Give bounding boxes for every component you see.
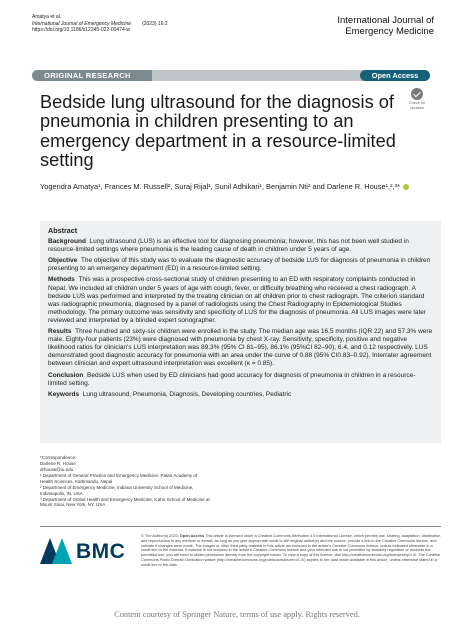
bmc-logo-icon: [40, 538, 74, 564]
abstract-heading: Abstract: [48, 226, 78, 235]
abstract-methods: Methods This was a prospective cross-sectional study of children presenting to an ED with respiratory complaints conducted in Nepal. We included all children under 5 years of age with cough, fever, or difficulty breathing who received a chest radiograph. A bedside LUS was performed and interpreted by the treating clinician on all children prior to chest radiograph. The criterion standard was radiographic pneumonia, diagnosed by a panel of radiologists using the Chest Radiography in Epidemiological Studies methodology. The primary outcome was sensitivity and specificity of LUS for the diagnosis of pneumonia. All LUS images were later reviewed and interpreted by a blinded expert sonographer.: [48, 276, 427, 324]
bmc-logo-text: BMC: [76, 540, 126, 563]
author-list: [40, 182, 440, 191]
running-header: [32, 14, 168, 34]
footnotes: [40, 455, 210, 508]
abstract-results: Results Three hundred and sixty-six children were enrolled in the study. The median age was 16.5 months (IQR 22) and 57.3% were male. Eighty-four patients (23%) were diagnosed with pneumonia by chest X-ray. Sensitivity, specificity, positive and negative likelihood ratios for clinician's LUS interpretation was 89.3% (95% CI 81–95), 86.1% (95%CI 82–90), 6.4, and 0.12 respectively. LUS demonstrated good diagnostic accuracy for pneumonia with an area under the curve of 0.88 (95% CI0.83–0.92). Interrater agreement between clinician and expert ultrasound interpretation was excellent (κ = 0.85).: [48, 328, 433, 368]
footer-divider: [40, 526, 441, 527]
abstract-conclusion: Conclusion Bedside LUS when used by ED clinicians had good accuracy for diagnosis of pneumonia in children in a resource-limited setting.: [48, 371, 416, 387]
header-doi[interactable]: https://doi.org/10.1186/s12245-022-00474-w: [32, 27, 131, 33]
license-body: This article is licensed under a Creative Commons Attribution 4.0 International License, which permits use, sharing, adaptation, distribution and reproduction in any medium or format, as long as you give appropriate credit to the original author(s) and the source, provide a link to the Creative Commons licence, and indicate if changes were made. The images or other third party material in this article are included in the article's Creative Commons licence, unless indicated otherwise in a credit line to the material. If material is not included in the article's Creative Commons licence and your intended use is not permitted by statutory regulation or exceeds the permitted use, you will need to obtain permission directly from the copyright holder. To view a copy of this licence, visit http://creativecommons.org/licenses/by/4.0/. The Creative Commons Public Domain Dedication waiver (http://creativecommons.org/publicdomain/zero/1.0/) applies to the data made available in this article, unless otherwise stated in a credit line to the data.: [141, 534, 441, 567]
license-open-access: Open Access: [179, 534, 205, 538]
footnote-affiliation-1: ¹ Department of General Practice and Emergency Medicine, Patan Academy of Health Sciences, Kathmandu, Nepal: [40, 473, 198, 484]
abstract-background: Background Lung ultrasound (LUS) is an effective tool for diagnosing pneumonia; however, this has not been well studied in resource-limited settings where pneumonia is the leading cause of death in children under 5 years of age.: [48, 238, 409, 254]
journal-name: [337, 15, 434, 37]
bmc-logo: [40, 538, 134, 564]
header-authors: Amatya et al.: [32, 14, 62, 20]
footnote-name: Darlene R. House: [40, 461, 76, 467]
abstract-objective: Objective The objective of this study was to evaluate the diagnostic accuracy of bedside LUS for diagnosis of pneumonia in children presenting to an emergency department (ED) in a resource-limited setting.: [48, 257, 431, 273]
courtesy-notice: Content courtesy of Springer Nature, terms of use apply. Rights reserved.: [114, 610, 360, 619]
article-type-label: ORIGINAL RESEARCH: [32, 70, 152, 81]
check-updates-icon: [411, 88, 423, 100]
orcid-icon[interactable]: [403, 184, 409, 190]
abstract-box: [40, 221, 441, 443]
footnote-affiliation-3: ³ Department of Global Health and Emergency Medicine, Icahn School of Medicine at Mount Sinai, New York, NY, USA: [40, 496, 210, 508]
article-banner: [32, 70, 430, 81]
journal-name-line2: Emergency Medicine: [345, 26, 434, 37]
journal-name-line1: International Journal of: [337, 15, 434, 26]
check-updates-line2: updates: [410, 106, 424, 111]
article-title: Bedside lung ultrasound for the diagnosis of pneumonia in children presenting to an emergency department in a resource-limited setting: [40, 92, 396, 170]
license-text: © The Author(s) 2023. Open Access This article is licensed under a Creative Commons Attribution 4.0 International License, which permits use, sharing, adaptation, distribution and reproduction in any medium or format, as long as you give appropriate credit to the original author(s) and the source, provide a link to the Creative Commons licence, and indicate if changes were made. The images or other third party material in this article are included in the article's Creative Commons licence, unless indicated otherwise in a credit line to the material. If material is not included in the article's Creative Commons licence and your intended use is not permitted by statutory regulation or exceeds the permitted use, you will need to obtain permission directly from the copyright holder. To view a copy of this licence, visit http://creativecommons.org/licenses/by/4.0/. The Creative Commons Public Domain Dedication waiver (http://creativecommons.org/publicdomain/zero/1.0/) applies to the data made available in this article, unless otherwise stated in a credit line to the data.: [141, 534, 441, 567]
authors-text: Yogendra Amatya¹, Frances M. Russell², Suraj Rijal¹, Sunil Adhikari¹, Benjamin Nti² and Darlene R. House¹,²,³*: [40, 182, 400, 191]
open-access-badge: Open Access: [360, 70, 430, 81]
abstract-keywords: Keywords Lung ultrasound, Pneumonia, Diagnosis, Developing countries, Pediatric: [48, 390, 292, 398]
header-journal: International Journal of Emergency Medicine: [32, 20, 131, 27]
footnote-correspondence: *Correspondence:: [40, 455, 77, 460]
footnote-affiliation-2: ² Department of Emergency Medicine, Indiana University School of Medicine, Indianapolis, IN, USA: [40, 484, 194, 496]
check-for-updates-button[interactable]: [405, 88, 429, 111]
check-updates-line1: Check for: [408, 101, 426, 105]
footnote-email[interactable]: drhouse@iu.edu: [40, 467, 74, 473]
header-year-volume: (2023) 16:2: [142, 20, 168, 27]
